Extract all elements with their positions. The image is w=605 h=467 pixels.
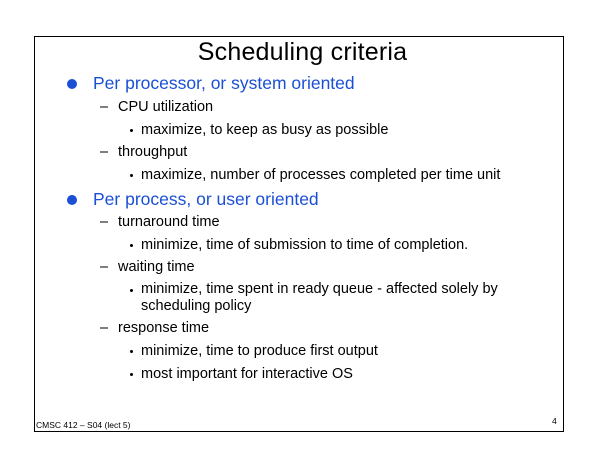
sub-bullet (130, 350, 133, 353)
section-heading: Per process, or user oriented (93, 189, 319, 209)
slide-title: Scheduling criteria (197, 38, 408, 66)
item-label: turnaround time (118, 214, 220, 230)
item-label: CPU utilization (118, 99, 214, 115)
dash-marker: – (100, 144, 109, 160)
section-bullet (67, 79, 77, 89)
page-number: 4 (552, 416, 557, 426)
sub-bullet (130, 174, 133, 177)
section-heading: Per processor, or system oriented (93, 73, 355, 93)
sub-bullet (130, 244, 133, 247)
sub-bullet (130, 373, 133, 376)
section-bullet (67, 195, 77, 205)
sub-bullet (130, 289, 133, 292)
sub-item: maximize, to keep as busy as possible (141, 122, 389, 138)
dash-marker: – (100, 99, 109, 115)
sub-item-continuation: scheduling policy (141, 298, 252, 314)
dash-marker: – (100, 320, 109, 336)
sub-bullet (130, 129, 133, 132)
item-label: throughput (118, 144, 188, 160)
footer-course: CMSC 412 – S04 (lect 5) (36, 420, 131, 430)
sub-item: minimize, time spent in ready queue - affected solely by (141, 281, 498, 297)
item-label: waiting time (118, 259, 195, 275)
sub-item: most important for interactive OS (141, 366, 353, 382)
dash-marker: – (100, 214, 109, 230)
sub-item: minimize, time of submission to time of completion. (141, 237, 469, 253)
sub-item: maximize, number of processes completed per time unit (141, 167, 501, 183)
dash-marker: – (100, 259, 109, 275)
sub-item: minimize, time to produce first output (141, 343, 378, 359)
item-label: response time (118, 320, 210, 336)
